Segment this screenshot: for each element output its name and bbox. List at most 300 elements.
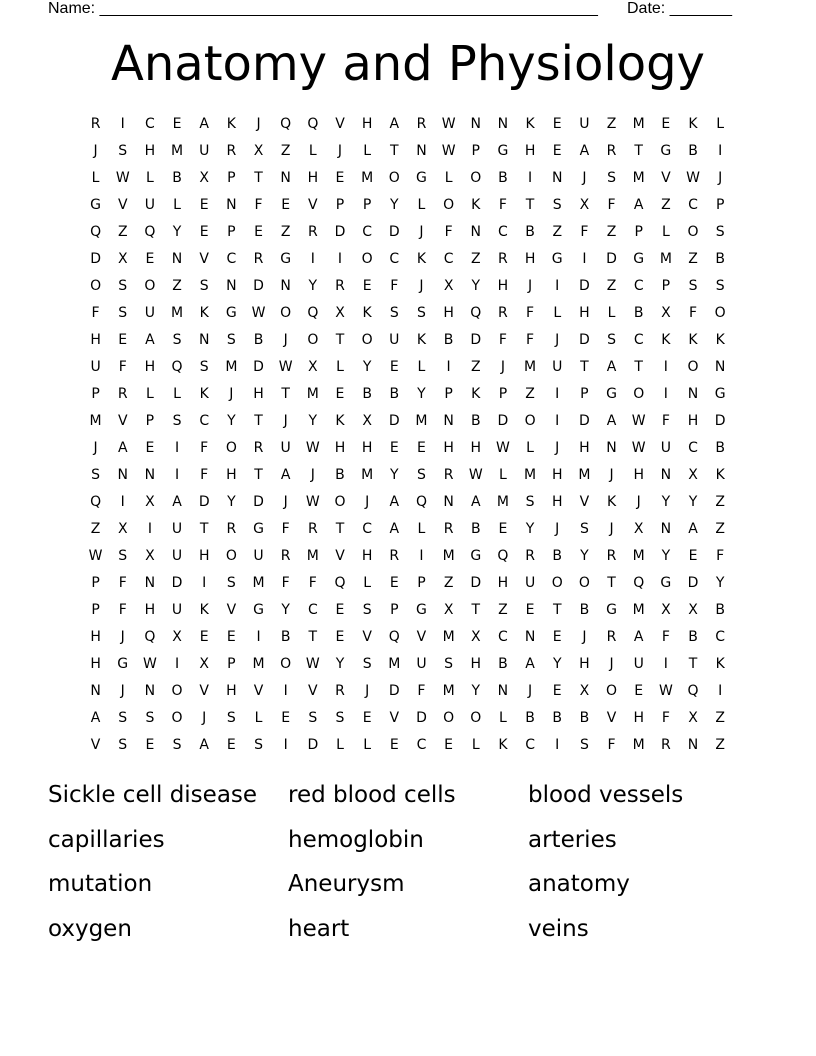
grid-letter: L — [716, 116, 725, 132]
grid-row — [82, 111, 734, 138]
grid-letter: W — [251, 305, 266, 321]
grid-letter: P — [417, 575, 426, 591]
grid-letter: Y — [362, 359, 372, 375]
grid-letter: L — [607, 305, 616, 321]
grid-letter: J — [582, 629, 587, 645]
grid-letter: W — [305, 656, 320, 672]
grid-letter: B — [579, 710, 590, 726]
grid-letter: U — [171, 521, 183, 537]
grid-letter: J — [500, 359, 505, 375]
grid-letter: Q — [171, 359, 183, 375]
word-search-grid — [82, 111, 734, 759]
grid-letter: D — [171, 575, 183, 591]
grid-letter: O — [470, 710, 482, 726]
grid-letter: M — [442, 683, 455, 699]
grid-letter: K — [199, 602, 209, 618]
grid-letter: A — [579, 143, 590, 159]
grid-letter: N — [443, 494, 454, 510]
grid-letter: F — [661, 629, 670, 645]
grid-letter: D — [579, 413, 590, 429]
grid-letter: Q — [388, 629, 400, 645]
grid-letter: X — [362, 413, 372, 429]
grid-letter: S — [552, 197, 562, 213]
grid-letter: K — [498, 737, 508, 753]
grid-letter: J — [555, 521, 560, 537]
grid-letter: Z — [552, 224, 563, 240]
grid-letter: S — [335, 710, 345, 726]
grid-letter: B — [552, 548, 563, 564]
grid-letter: R — [606, 548, 617, 564]
grid-letter: G — [660, 575, 672, 591]
grid-letter: Y — [308, 278, 318, 294]
grid-letter: F — [444, 224, 453, 240]
grid-letter: I — [174, 467, 180, 483]
grid-letter: W — [631, 413, 646, 429]
word-list-item: heart — [288, 915, 350, 942]
grid-letter: D — [90, 251, 101, 267]
grid-letter: D — [388, 224, 400, 240]
grid-letter: M — [578, 467, 591, 483]
grid-letter: P — [91, 386, 100, 402]
grid-letter: Q — [334, 575, 346, 591]
grid-letter: M — [306, 548, 319, 564]
grid-letter: G — [606, 602, 617, 618]
grid-letter: E — [688, 548, 698, 564]
grid-letter: T — [525, 197, 535, 213]
grid-row — [82, 678, 734, 705]
grid-letter: Q — [415, 494, 427, 510]
grid-letter: Q — [633, 575, 645, 591]
grid-letter: U — [660, 440, 671, 456]
grid-letter: N — [280, 170, 291, 186]
grid-letter: R — [280, 548, 291, 564]
grid-letter: F — [200, 467, 209, 483]
grid-letter: H — [361, 116, 373, 132]
grid-letter: K — [199, 305, 209, 321]
grid-letter: K — [226, 116, 236, 132]
grid-letter: K — [715, 656, 725, 672]
word-list-item: mutation — [48, 871, 153, 897]
grid-letter: H — [497, 278, 509, 294]
grid-letter: E — [335, 386, 345, 402]
grid-letter: H — [470, 440, 482, 456]
grid-letter: G — [551, 251, 563, 267]
grid-letter: J — [636, 494, 641, 510]
grid-letter: V — [253, 683, 264, 699]
grid-letter: N — [144, 467, 156, 483]
grid-letter: Z — [715, 737, 725, 753]
grid-letter: R — [606, 143, 617, 159]
grid-row — [82, 273, 734, 300]
grid-letter: Z — [443, 575, 454, 591]
grid-letter: S — [118, 737, 128, 753]
grid-letter: F — [118, 575, 127, 591]
grid-letter: N — [687, 386, 699, 402]
grid-letter: E — [389, 440, 399, 456]
grid-letter: X — [199, 656, 209, 672]
grid-letter: A — [389, 116, 400, 132]
grid-letter: I — [283, 737, 288, 753]
grid-letter: N — [714, 359, 726, 375]
grid-letter: U — [416, 656, 427, 672]
grid-letter: N — [144, 575, 156, 591]
grid-letter: H — [198, 548, 210, 564]
grid-row — [82, 651, 734, 678]
grid-letter: C — [633, 278, 644, 294]
grid-letter: T — [281, 386, 290, 402]
word-list-item: oxygen — [48, 915, 132, 942]
grid-letter: D — [606, 251, 617, 267]
grid-letter: L — [417, 521, 426, 537]
grid-letter: E — [661, 116, 671, 132]
grid-letter: C — [416, 737, 427, 753]
grid-letter: O — [633, 386, 645, 402]
grid-letter: J — [718, 170, 723, 186]
grid-letter: L — [145, 386, 154, 402]
grid-letter: V — [335, 116, 345, 132]
grid-letter: I — [555, 737, 560, 753]
grid-letter: M — [361, 170, 374, 186]
grid-letter: G — [90, 197, 101, 213]
grid-letter: H — [144, 602, 156, 618]
grid-letter: Q — [307, 305, 319, 321]
grid-letter: U — [280, 440, 291, 456]
grid-letter: S — [417, 467, 426, 483]
grid-letter: H — [307, 170, 319, 186]
grid-letter: F — [200, 440, 209, 456]
grid-letter: S — [607, 170, 616, 186]
grid-letter: K — [661, 332, 671, 348]
grid-letter: B — [552, 710, 563, 726]
grid-letter: A — [633, 629, 644, 645]
grid-letter: X — [661, 602, 671, 618]
grid-letter: L — [499, 467, 507, 483]
grid-letter: V — [416, 629, 427, 645]
grid-letter: J — [609, 521, 614, 537]
grid-letter: G — [253, 521, 264, 537]
grid-letter: H — [524, 143, 536, 159]
grid-letter: H — [443, 440, 454, 456]
grid-letter: O — [687, 224, 699, 240]
grid-letter: L — [363, 737, 372, 753]
grid-letter: D — [253, 359, 264, 375]
grid-letter: Y — [580, 548, 589, 564]
grid-letter: Z — [498, 602, 508, 618]
word-list-item: hemoglobin — [288, 826, 424, 853]
grid-letter: F — [281, 575, 290, 591]
date-line: Date: _______ — [627, 0, 732, 17]
grid-letter: K — [525, 116, 535, 132]
grid-letter: C — [389, 251, 400, 267]
grid-letter: Z — [525, 386, 535, 402]
grid-letter: T — [254, 170, 263, 186]
grid-letter: G — [416, 170, 427, 186]
grid-letter: F — [91, 305, 100, 321]
grid-letter: T — [634, 359, 643, 375]
grid-letter: X — [253, 143, 264, 159]
grid-letter: L — [444, 170, 453, 186]
grid-letter: W — [441, 116, 456, 132]
grid-letter: L — [661, 224, 670, 240]
grid-letter: S — [118, 278, 128, 294]
grid-letter: T — [607, 575, 616, 591]
grid-letter: X — [117, 251, 128, 267]
grid-letter: B — [688, 629, 698, 645]
grid-letter: N — [117, 467, 128, 483]
grid-letter: A — [199, 737, 209, 753]
grid-letter: Y — [471, 683, 481, 699]
grid-letter: C — [688, 197, 698, 213]
grid-letter: Q — [90, 494, 102, 510]
grid-letter: H — [551, 494, 563, 510]
grid-letter: B — [579, 602, 590, 618]
grid-letter: F — [607, 197, 616, 213]
grid-letter: I — [446, 359, 451, 375]
grid-letter: V — [606, 710, 617, 726]
grid-letter: M — [632, 602, 645, 618]
grid-letter: J — [609, 467, 614, 483]
grid-letter: T — [471, 602, 481, 618]
grid-letter: X — [661, 305, 671, 321]
grid-letter: U — [253, 548, 264, 564]
grid-letter: O — [334, 494, 346, 510]
grid-letter: C — [525, 737, 535, 753]
grid-letter: E — [226, 737, 236, 753]
grid-row — [82, 732, 734, 759]
grid-letter: Y — [172, 224, 182, 240]
grid-letter: E — [552, 116, 562, 132]
grid-letter: H — [633, 467, 644, 483]
grid-letter: S — [688, 278, 698, 294]
grid-letter: Y — [688, 494, 698, 510]
grid-letter: J — [337, 143, 343, 159]
grid-letter: Y — [661, 548, 671, 564]
grid-letter: D — [579, 278, 590, 294]
word-list-item: Sickle cell disease — [48, 782, 258, 808]
grid-letter: V — [389, 710, 400, 726]
grid-letter: T — [634, 143, 643, 159]
grid-letter: A — [525, 656, 535, 672]
grid-letter: W — [686, 170, 700, 186]
grid-letter: D — [198, 494, 210, 510]
grid-letter: O — [687, 359, 699, 375]
grid-letter: M — [306, 386, 319, 402]
grid-letter: H — [579, 656, 590, 672]
grid-letter: S — [579, 737, 589, 753]
grid-letter: P — [444, 386, 453, 402]
grid-letter: E — [335, 170, 345, 186]
grid-letter: P — [91, 575, 100, 591]
grid-letter: L — [173, 197, 181, 213]
grid-letter: B — [470, 521, 481, 537]
grid-letter: R — [498, 251, 508, 267]
grid-letter: B — [715, 251, 725, 267]
grid-letter: Y — [417, 386, 426, 402]
grid-row — [82, 516, 734, 543]
grid-letter: C — [498, 224, 508, 240]
grid-letter: J — [120, 683, 125, 699]
grid-letter: C — [145, 116, 155, 132]
grid-letter: N — [416, 143, 427, 159]
grid-letter: J — [256, 116, 261, 132]
grid-letter: A — [280, 467, 291, 483]
grid-letter: S — [226, 332, 236, 348]
grid-letter: R — [253, 440, 264, 456]
grid-letter: K — [688, 116, 698, 132]
grid-letter: F — [580, 224, 589, 240]
grid-letter: R — [226, 143, 237, 159]
grid-letter: H — [361, 440, 373, 456]
grid-letter: N — [171, 251, 183, 267]
grid-letter: N — [470, 116, 481, 132]
grid-letter: D — [253, 278, 264, 294]
grid-letter: C — [498, 629, 508, 645]
grid-letter: S — [118, 548, 128, 564]
grid-letter: J — [283, 413, 288, 429]
grid-letter: O — [470, 170, 482, 186]
grid-letter: R — [307, 224, 318, 240]
grid-letter: P — [145, 413, 155, 429]
grid-letter: X — [470, 629, 481, 645]
grid-letter: N — [660, 467, 672, 483]
grid-letter: M — [388, 656, 401, 672]
grid-letter: Q — [90, 224, 102, 240]
grid-letter: Z — [280, 224, 291, 240]
grid-letter: N — [497, 116, 509, 132]
grid-letter: N — [144, 683, 156, 699]
grid-letter: X — [579, 683, 590, 699]
grid-letter: J — [528, 278, 533, 294]
grid-row — [82, 354, 734, 381]
grid-letter: F — [716, 548, 725, 564]
grid-letter: E — [335, 602, 345, 618]
grid-letter: S — [172, 413, 182, 429]
grid-letter: X — [633, 521, 644, 537]
grid-letter: W — [88, 548, 103, 564]
grid-letter: X — [443, 602, 454, 618]
word-list-item: Aneurysm — [288, 871, 405, 897]
grid-letter: O — [307, 332, 319, 348]
grid-letter: G — [660, 143, 672, 159]
grid-letter: A — [145, 332, 155, 348]
grid-letter: Y — [335, 656, 345, 672]
grid-row — [82, 435, 734, 462]
grid-letter: J — [419, 224, 424, 240]
grid-letter: C — [443, 251, 454, 267]
grid-letter: S — [145, 710, 155, 726]
grid-letter: X — [335, 305, 345, 321]
grid-letter: W — [631, 440, 646, 456]
grid-letter: K — [416, 332, 427, 348]
grid-letter: W — [468, 467, 483, 483]
grid-letter: N — [497, 683, 509, 699]
grid-letter: J — [365, 494, 370, 510]
grid-letter: Q — [687, 683, 699, 699]
grid-letter: G — [606, 386, 617, 402]
grid-letter: U — [524, 575, 536, 591]
grid-letter: W — [305, 440, 320, 456]
grid-letter: F — [498, 197, 507, 213]
grid-letter: N — [443, 413, 454, 429]
grid-letter: P — [634, 224, 643, 240]
grid-letter: F — [498, 332, 507, 348]
grid-letter: R — [606, 629, 617, 645]
grid-letter: Z — [172, 278, 182, 294]
grid-letter: H — [90, 656, 101, 672]
grid-letter: I — [555, 386, 560, 402]
grid-letter: K — [416, 251, 427, 267]
grid-letter: N — [660, 521, 672, 537]
grid-letter: I — [663, 656, 668, 672]
grid-letter: M — [496, 494, 509, 510]
grid-letter: W — [305, 494, 320, 510]
grid-letter: U — [171, 602, 183, 618]
grid-letter: N — [226, 197, 237, 213]
grid-letter: E — [199, 629, 209, 645]
grid-letter: S — [226, 710, 236, 726]
grid-letter: F — [118, 359, 127, 375]
grid-letter: I — [120, 494, 125, 510]
grid-row — [82, 597, 734, 624]
grid-letter: X — [688, 710, 698, 726]
grid-letter: E — [199, 197, 209, 213]
grid-letter: R — [416, 116, 427, 132]
grid-letter: T — [688, 656, 698, 672]
grid-letter: U — [389, 332, 400, 348]
grid-letter: T — [308, 629, 318, 645]
grid-letter: N — [280, 278, 291, 294]
grid-letter: O — [280, 656, 292, 672]
grid-letter: L — [471, 737, 480, 753]
grid-letter: X — [199, 170, 209, 186]
grid-letter: X — [145, 548, 155, 564]
grid-letter: M — [442, 548, 455, 564]
grid-letter: P — [580, 386, 589, 402]
grid-letter: M — [524, 467, 537, 483]
grid-letter: C — [199, 413, 210, 429]
grid-letter: S — [308, 710, 318, 726]
grid-letter: L — [336, 737, 344, 753]
grid-letter: V — [308, 197, 318, 213]
grid-letter: V — [199, 683, 209, 699]
grid-letter: J — [528, 683, 533, 699]
grid-letter: L — [363, 575, 372, 591]
grid-letter: P — [227, 224, 236, 240]
grid-letter: R — [335, 683, 345, 699]
grid-letter: E — [389, 737, 399, 753]
grid-letter: J — [555, 440, 560, 456]
grid-row — [82, 138, 734, 165]
grid-letter: F — [688, 305, 698, 321]
grid-letter: I — [337, 251, 343, 267]
grid-letter: A — [606, 359, 617, 375]
grid-letter: J — [93, 143, 98, 159]
grid-letter: E — [362, 710, 372, 726]
grid-letter: M — [89, 413, 102, 429]
grid-letter: V — [226, 602, 237, 618]
grid-letter: E — [389, 359, 399, 375]
grid-letter: T — [254, 467, 263, 483]
grid-letter: L — [553, 305, 562, 321]
grid-letter: O — [551, 575, 563, 591]
grid-row — [82, 219, 734, 246]
grid-letter: K — [688, 332, 698, 348]
grid-letter: K — [471, 197, 481, 213]
grid-letter: H — [497, 575, 509, 591]
grid-letter: D — [497, 413, 509, 429]
grid-letter: Y — [308, 413, 318, 429]
grid-letter: E — [145, 737, 155, 753]
